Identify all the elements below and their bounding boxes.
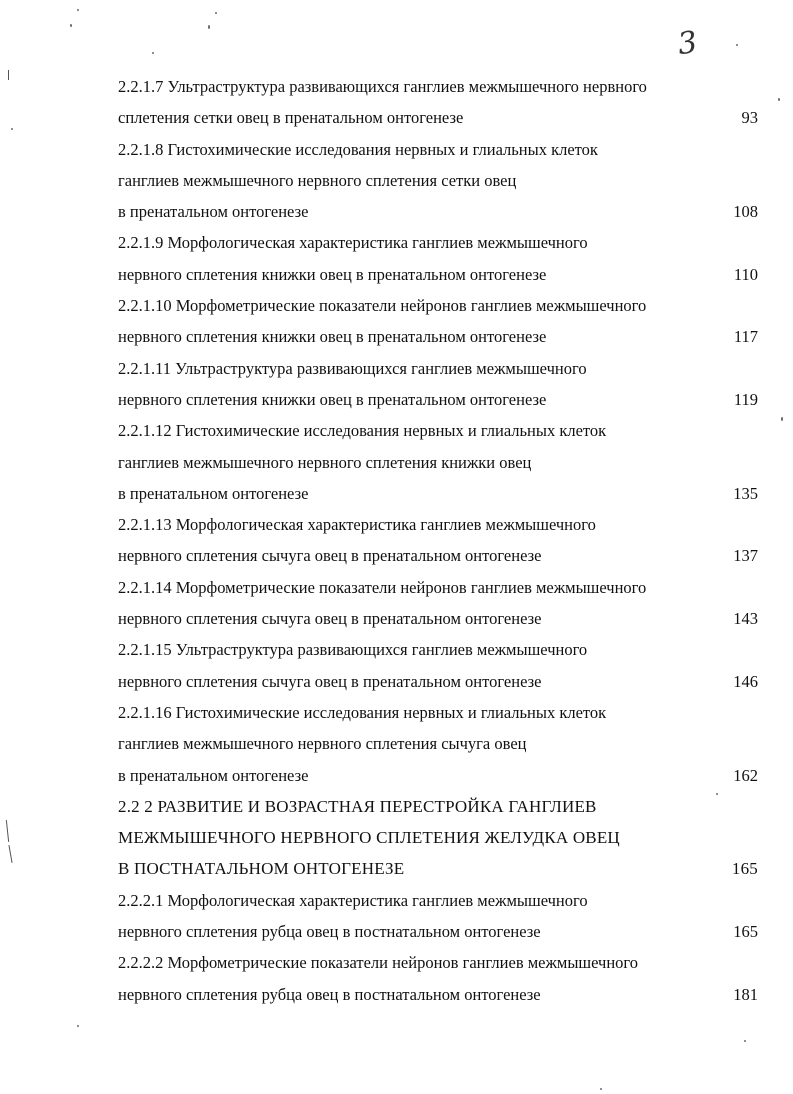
toc-line	[118, 822, 758, 853]
toc-entry-text: в пренатальном онтогенезе	[118, 202, 309, 222]
toc-page-number: 117	[733, 327, 758, 347]
toc-entry-text: 2.2.2.1 Морфологическая характеристика ганглиев межмышечного	[118, 890, 588, 910]
scan-speck	[11, 128, 13, 130]
toc-entry-text: 2.2.1.7 Ультраструктура развивающихся ганглиев межмышечного нервного	[118, 77, 647, 96]
toc-line	[118, 728, 758, 759]
table-of-contents	[118, 71, 758, 1010]
toc-section-heading	[118, 791, 758, 885]
toc-entry	[118, 572, 758, 635]
toc-entry	[118, 947, 758, 1010]
toc-entry-text: 2.2.1.8 Гистохимические исследования нервных и глиальных клеток	[118, 139, 598, 159]
toc-entry	[118, 227, 758, 290]
toc-page-number: 119	[733, 389, 758, 409]
toc-entry-text: нервного сплетения сычуга овец в пренатальном онтогенезе	[118, 609, 542, 629]
toc-line	[118, 697, 758, 728]
toc-line	[118, 885, 758, 916]
toc-entry-text: нервного сплетения сычуга овец в пренатальном онтогенезе	[118, 546, 542, 566]
toc-entry-text: нервного сплетения рубца овец в постнатальном онтогенезе	[118, 922, 541, 942]
toc-line	[118, 572, 758, 603]
toc-entry-text: МЕЖМЫШЕЧНОГО НЕРВНОГО СПЛЕТЕНИЯ ЖЕЛУДКА ОВЕЦ	[118, 828, 620, 848]
toc-line	[118, 227, 758, 258]
toc-line	[118, 196, 758, 227]
scan-speck	[600, 1088, 602, 1090]
toc-line	[118, 760, 758, 791]
toc-line	[118, 259, 758, 290]
toc-entry	[118, 353, 758, 416]
toc-line	[118, 916, 758, 947]
toc-entry-text: 2.2 2 РАЗВИТИЕ И ВОЗРАСТНАЯ ПЕРЕСТРОЙКА ГАНГЛИЕВ	[118, 796, 597, 816]
scan-edge-mark	[8, 70, 9, 80]
toc-line	[118, 603, 758, 634]
toc-entry-text: 2.2.1.13 Морфологическая характеристика ганглиев межмышечного	[118, 515, 596, 535]
toc-entry-text: 2.2.1.15 Ультраструктура развивающихся ганглиев межмышечного	[118, 640, 588, 660]
toc-line	[118, 791, 758, 822]
scan-speck	[77, 1025, 79, 1027]
toc-page-number: 165	[733, 922, 758, 942]
toc-line	[118, 666, 758, 697]
toc-entry-text: 2.2.1.9 Морфологическая характеристика ганглиев межмышечного	[118, 233, 588, 253]
scan-edge-mark	[6, 820, 9, 842]
scan-speck	[778, 98, 780, 101]
toc-entry	[118, 509, 758, 572]
toc-entry-text: 2.2.2.2 Морфометрические показатели нейронов ганглиев межмышечного	[118, 953, 639, 973]
toc-line	[118, 509, 758, 540]
toc-entry-text: 2.2.1.10 Морфометрические показатели нейронов ганглиев межмышечного	[118, 296, 647, 316]
toc-page-number: 108	[733, 202, 758, 222]
toc-entry-text: ганглиев межмышечного нервного сплетения сычуга овец	[118, 734, 527, 754]
toc-entry	[118, 71, 758, 134]
toc-line	[118, 634, 758, 665]
toc-entry-text: в пренатальном онтогенезе	[118, 483, 309, 503]
toc-page-number: 143	[733, 609, 758, 629]
toc-entry-text: нервного сплетения рубца овец в постнатальном онтогенезе	[118, 984, 541, 1004]
toc-entry	[118, 634, 758, 697]
toc-line	[118, 102, 758, 133]
toc-page-number: 110	[733, 264, 758, 284]
scan-edge-mark	[8, 845, 12, 863]
toc-entry-text: 2.2.1.11 Ультраструктура развивающихся ганглиев межмышечного	[118, 358, 587, 378]
toc-page-number: 165	[731, 859, 758, 879]
toc-page-number: 137	[733, 546, 758, 566]
toc-entry	[118, 885, 758, 948]
toc-entry-text: нервного сплетения сычуга овец в пренатальном онтогенезе	[118, 671, 542, 691]
scan-speck	[70, 24, 72, 27]
toc-page-number: 162	[733, 765, 758, 785]
handwritten-page-number: 3	[675, 24, 701, 63]
toc-line	[118, 165, 758, 196]
toc-entry-text: сплетения сетки овец в пренатальном онтогенезе	[118, 108, 464, 128]
toc-page-number: 93	[741, 108, 758, 128]
scan-speck	[744, 1040, 746, 1042]
toc-entry-text: 2.2.1.14 Морфометрические показатели нейронов ганглиев межмышечного	[118, 577, 647, 597]
scan-speck	[208, 25, 210, 29]
toc-entry	[118, 134, 758, 228]
scan-speck	[781, 417, 783, 421]
toc-entry-text: 2.2.1.16 Гистохимические исследования нервных и глиальных клеток	[118, 702, 607, 722]
toc-line	[118, 947, 758, 978]
toc-page-number: 181	[733, 984, 758, 1004]
toc-line	[118, 853, 758, 884]
toc-entry-text: ганглиев межмышечного нервного сплетения сетки овец	[118, 170, 517, 190]
toc-entry-text: нервного сплетения книжки овец в пренатальном онтогенезе	[118, 389, 547, 409]
toc-entry	[118, 415, 758, 509]
toc-line	[118, 353, 758, 384]
scan-speck	[152, 52, 154, 54]
toc-page-number: 135	[733, 483, 758, 503]
toc-line	[118, 321, 758, 352]
toc-entry-text: 2.2.1.12 Гистохимические исследования нервных и глиальных клеток	[118, 421, 607, 441]
toc-line	[118, 71, 758, 102]
toc-line	[118, 478, 758, 509]
toc-page-number: 146	[733, 671, 758, 691]
scan-speck	[736, 44, 738, 46]
toc-line	[118, 447, 758, 478]
toc-entry-text: в пренатальном онтогенезе	[118, 765, 309, 785]
toc-entry	[118, 697, 758, 791]
toc-line	[118, 134, 758, 165]
toc-line	[118, 384, 758, 415]
toc-line	[118, 540, 758, 571]
scan-speck	[77, 9, 79, 11]
toc-entry-text: В ПОСТНАТАЛЬНОМ ОНТОГЕНЕЗЕ	[118, 859, 405, 879]
toc-entry	[118, 290, 758, 353]
scan-speck	[215, 12, 217, 14]
toc-line	[118, 415, 758, 446]
toc-entry-text: нервного сплетения книжки овец в пренатальном онтогенезе	[118, 327, 547, 347]
toc-entry-text: ганглиев межмышечного нервного сплетения книжки овец	[118, 452, 532, 472]
toc-line	[118, 979, 758, 1010]
toc-entry-text: нервного сплетения книжки овец в пренатальном онтогенезе	[118, 264, 547, 284]
toc-line	[118, 290, 758, 321]
